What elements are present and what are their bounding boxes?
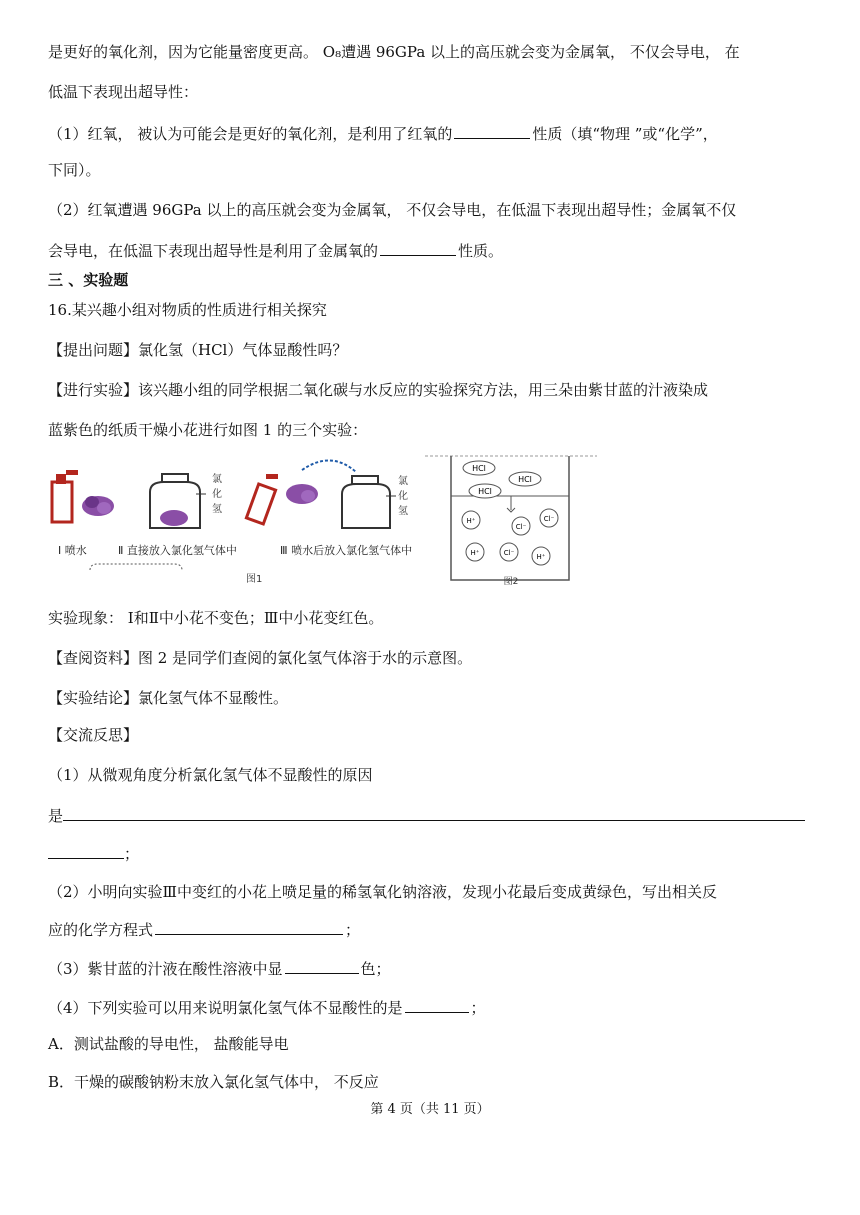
gas-label: 氢 bbox=[212, 504, 222, 515]
reflection-1-answer bbox=[48, 805, 805, 826]
flower-icon bbox=[286, 484, 318, 504]
reflection-1-answer-cont bbox=[48, 843, 139, 864]
gas-label: 氢 bbox=[398, 506, 408, 517]
molecule-label: HCl bbox=[472, 464, 486, 473]
reflection-3 bbox=[48, 958, 391, 979]
question-text: 性质。 bbox=[458, 242, 504, 260]
answer-blank[interactable] bbox=[405, 997, 469, 1013]
gas-jar-icon bbox=[150, 474, 206, 528]
figure-caption: 图2 bbox=[503, 577, 519, 586]
question-text: ； bbox=[470, 999, 486, 1017]
figure-1 bbox=[46, 452, 426, 590]
ion-label: Cl⁻ bbox=[503, 549, 515, 557]
answer-blank[interactable] bbox=[454, 123, 530, 139]
arrow-icon bbox=[302, 460, 356, 472]
text-line: 【提出问题】氯化氢（HCl）气体显酸性吗？ bbox=[48, 341, 348, 359]
figure-2-drawing bbox=[425, 452, 597, 586]
ion-label: H⁺ bbox=[466, 517, 476, 525]
question-text: 应的化学方程式 bbox=[48, 921, 154, 939]
gas-label: 氯 bbox=[212, 474, 222, 485]
question-text: （3）紫甘蓝的汁液在酸性溶液中显 bbox=[48, 960, 283, 978]
ion-label: H⁺ bbox=[470, 549, 480, 557]
question-text: （1）红氧， 被认为可能会是更好的氧化剂，是利用了红氧的 bbox=[48, 125, 453, 143]
answer-blank[interactable] bbox=[285, 958, 359, 974]
section-title: 三 、实验题 bbox=[48, 271, 129, 289]
answer-blank[interactable] bbox=[48, 843, 124, 859]
answer-blank[interactable] bbox=[380, 240, 456, 256]
text-line: 【交流反思】 bbox=[48, 726, 139, 744]
answer-blank[interactable] bbox=[63, 805, 805, 821]
text-line: 下同）。 bbox=[48, 161, 101, 179]
text-line: 【查阅资料】图 2 是同学们查阅的氯化氢气体溶于水的示意图。 bbox=[48, 649, 473, 667]
text-line: 【实验结论】氯化氢气体不显酸性。 bbox=[48, 689, 289, 707]
ion-label: Cl⁻ bbox=[515, 523, 527, 531]
question-2-cont bbox=[48, 240, 503, 261]
question-text: 色； bbox=[360, 960, 391, 978]
option-a: A．测试盐酸的导电性， 盐酸能导电 bbox=[48, 1035, 289, 1053]
question-text: 性质（填“物理 ”或“化学”， bbox=[532, 125, 718, 143]
option-b: B．干燥的碳酸钠粉末放入氯化氢气体中， 不反应 bbox=[48, 1073, 379, 1091]
question-2: （2）红氧遭遇 96GPa 以上的高压就会变为金属氧， 不仅会导电，在低温下表现出超导性；金属氧不仅 bbox=[48, 201, 737, 219]
text-line: 实验现象： Ⅰ和Ⅱ中小花不变色；Ⅲ中小花变红色。 bbox=[48, 609, 384, 627]
text-line: （1）从微观角度分析氯化氢气体不显酸性的原因 bbox=[48, 766, 373, 784]
gas-jar-icon bbox=[342, 476, 396, 528]
question-1 bbox=[48, 123, 718, 144]
ion-label: H⁺ bbox=[536, 553, 546, 561]
gas-label: 化 bbox=[212, 489, 222, 500]
gas-label: 氯 bbox=[398, 476, 408, 487]
ion-label: Cl⁻ bbox=[543, 515, 555, 523]
question-text: 是 bbox=[48, 807, 64, 825]
spray-bottle-icon bbox=[52, 470, 78, 522]
molecule-label: HCl bbox=[478, 487, 492, 496]
page-footer: 第 4 页（共 11 页） bbox=[370, 1102, 490, 1117]
gas-label: 化 bbox=[398, 491, 408, 502]
text-line: 蓝紫色的纸质干燥小花进行如图 1 的三个实验： bbox=[48, 421, 368, 439]
figure-caption: 图1 bbox=[246, 574, 263, 585]
figure-1-drawing bbox=[46, 452, 426, 586]
reflection-4 bbox=[48, 997, 486, 1018]
question-title: 16.某兴趣小组对物质的性质进行相关探究 bbox=[48, 301, 327, 319]
figure-label: Ⅱ 直接放入氯化氢气体中 bbox=[118, 544, 237, 557]
text-line: （2）小明向实验Ⅲ中变红的小花上喷足量的稀氢氧化钠溶液，发现小花最后变成黄绿色，写出相关反 bbox=[48, 883, 718, 901]
figure-2 bbox=[425, 452, 597, 590]
reflection-2-answer bbox=[48, 919, 360, 940]
question-text: （4）下列实验可以用来说明氯化氢气体不显酸性的是 bbox=[48, 999, 403, 1017]
text-line: 低温下表现出超导性： bbox=[48, 83, 199, 101]
spray-bottle-icon bbox=[246, 474, 278, 524]
molecule-label: HCl bbox=[518, 475, 532, 484]
bracket-line bbox=[90, 564, 182, 570]
question-text: ； bbox=[124, 845, 140, 863]
figure-label: Ⅰ 喷水 bbox=[58, 544, 87, 557]
question-text: ； bbox=[345, 921, 361, 939]
question-text: 会导电，在低温下表现出超导性是利用了金属氧的 bbox=[48, 242, 379, 260]
flower-icon bbox=[82, 496, 114, 516]
figure-label: Ⅲ 喷水后放入氯化氢气体中 bbox=[280, 544, 413, 557]
text-line: 【进行实验】该兴趣小组的同学根据二氧化碳与水反应的实验探究方法，用三朵由紫甘蓝的汁液染成 bbox=[48, 381, 709, 399]
answer-blank[interactable] bbox=[155, 919, 343, 935]
text-line: 是更好的氧化剂，因为它能量密度更高。 O₈遭遇 96GPa 以上的高压就会变为金属氧， 不仅会导电， 在 bbox=[48, 43, 740, 61]
